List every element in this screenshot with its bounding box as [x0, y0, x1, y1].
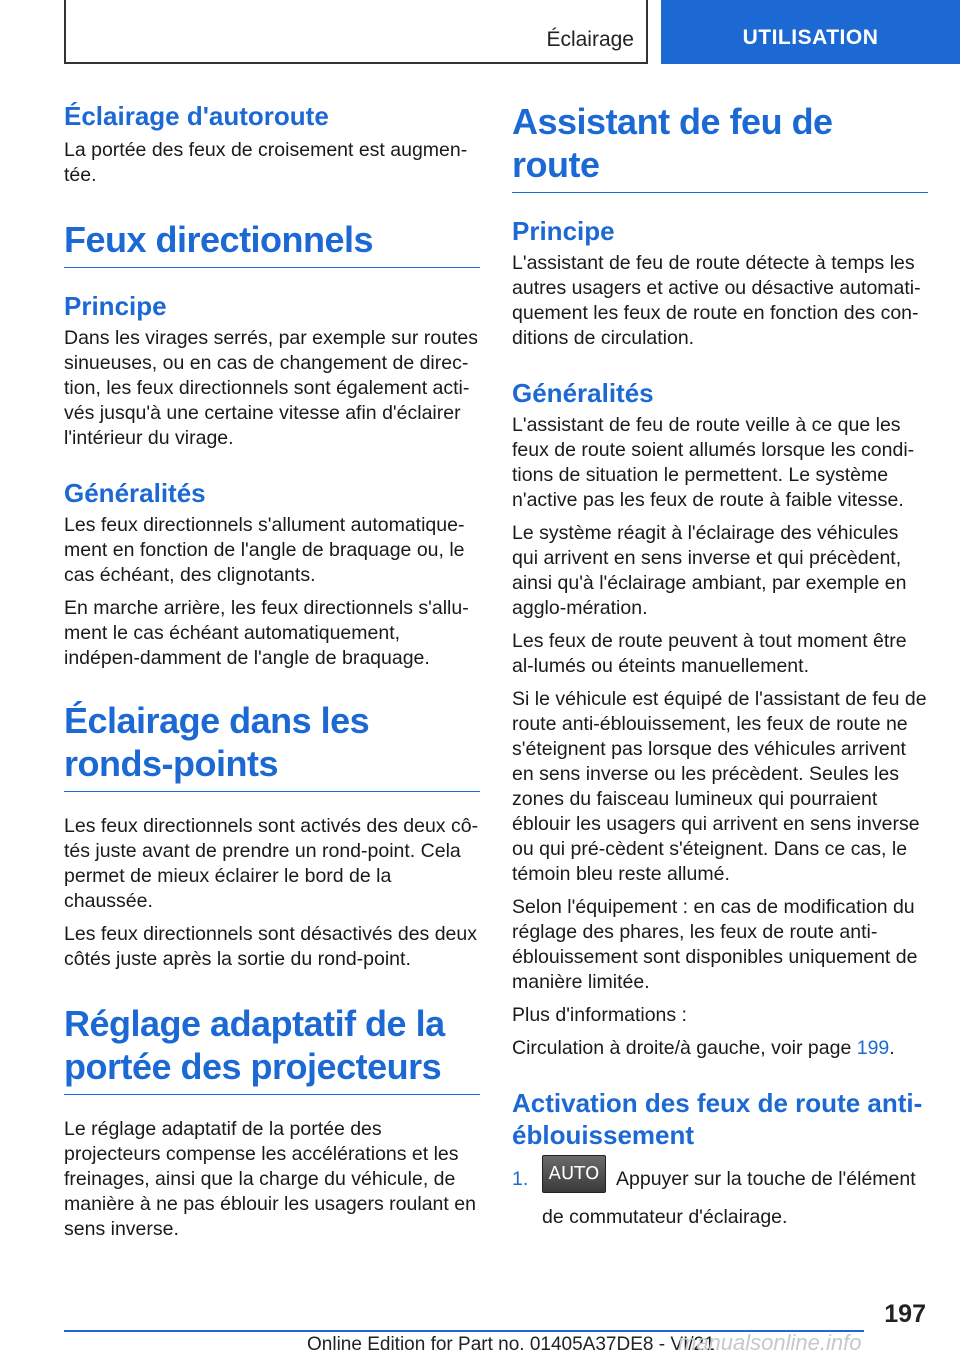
circulation-reference [512, 1036, 928, 1061]
assistant-generalites-text-1: L'assistant de feu de route veille à ce que les feux de route soient allumés lorsque les condi-tions de situation le permettent. Le système n'active pas les feux de route à faible vitesse. [512, 414, 915, 511]
assistant-generalites-text-2: Le système réagit à l'éclairage des véhicules qui arrivent en sens inverse et qui précèdent, ainsi qu'à l'éclairage ambiant, par exemple en agglo-mération. [512, 522, 907, 619]
plus-info-text: Plus d'informations : [512, 1004, 687, 1026]
reglage-text: Le réglage adaptatif de la portée des projecteurs compense les accélérations et les freinages, ainsi que la charge du véhicule, de manière à ne pas éblouir les usagers roulant en sens inverse. [64, 1118, 476, 1240]
feux-heading: Feux directionnels [64, 219, 374, 260]
assistant-generalites-text-5: Selon l'équipement : en cas de modification du réglage des phares, les feux de route anti-éblouissement sont disponibles uniquement de manière limitée. [512, 896, 918, 993]
header-chapter-tab [661, 0, 960, 64]
assistant-principe-heading: Principe [512, 216, 615, 246]
ronds-text-2: Les feux directionnels sont désactivés des deux côtés juste après la sortie du rond-point. [64, 923, 477, 970]
autoroute-text: La portée des feux de croisement est augmen-tée. [64, 139, 468, 186]
assistant-generalites-text-4: Si le véhicule est équipé de l'assistant de feu de route anti-éblouissement, les feux de route ne s'éteignent pas lorsque des véhicules arrivent en sens inverse ou les précèdent. Seules les zones du faisceau lumineux qui pourraient éblouir les usagers qui arrivent en sens inverse ou qui pré-cèdent s'éteignent. Dans ce cas, le témoin bleu reste allumé. [512, 688, 927, 885]
autoroute-heading: Éclairage d'autoroute [64, 101, 329, 131]
ronds-text-1: Les feux directionnels sont activés des deux cô-tés juste avant de prendre un rond-point. Cela permet de mieux éclairer le bord de la chaussée. [64, 815, 479, 912]
reglage-heading: Réglage adaptatif de la portée des projecteurs [64, 1003, 445, 1087]
assistant-heading: Assistant de feu de route [512, 101, 833, 185]
principe-text: Dans les virages serrés, par exemple sur routes sinueuses, ou en cas de changement de direc-tion, les feux directionnels sont également acti-vés jusqu'à une certaine vitesse afin d'éclairer l'intérieur du virage. [64, 327, 479, 449]
generalites-text-2: En marche arrière, les feux directionnels s'allu-ment le cas échéant automatiquement, indépen-damment de l'angle de braquage. [64, 597, 469, 669]
feux-heading-block [64, 218, 480, 268]
left-column [64, 100, 480, 1242]
watermark-logo: manualsonline.info [678, 1330, 862, 1355]
header-section-title: Éclairage [546, 28, 634, 51]
step-1-number: 1. [512, 1168, 529, 1190]
header-box [64, 0, 648, 64]
principe-heading: Principe [64, 291, 167, 321]
ronds-heading: Éclairage dans les ronds-points [64, 700, 370, 784]
auto-button-icon: AUTO [542, 1155, 606, 1193]
circulation-end: . [889, 1037, 895, 1059]
reglage-heading-block [64, 1002, 480, 1095]
assistant-generalites-text-3: Les feux de route peuvent à tout moment être al-lumés ou éteints manuellement. [512, 630, 907, 677]
generalites-heading: Généralités [64, 478, 206, 508]
assistant-principe-text: L'assistant de feu de route détecte à temps les autres usagers et active ou désactive automati-quement les feux de route en fonction des con-ditions de circulation. [512, 252, 921, 349]
step-1-body [542, 1155, 928, 1228]
ronds-heading-block [64, 699, 480, 792]
right-column [512, 100, 928, 1228]
activation-heading: Activation des feux de route anti-éblouissement [512, 1088, 923, 1150]
page-199-link[interactable]: 199 [856, 1037, 890, 1059]
assistant-heading-block [512, 100, 928, 193]
assistant-generalites-heading: Généralités [512, 378, 654, 408]
page-number: 197 [884, 1300, 926, 1328]
circulation-text: Circulation à droite/à gauche, voir page [512, 1037, 857, 1059]
footer-edition: Online Edition for Part no. 01405A37DE8 - VI/21 [307, 1334, 715, 1355]
step-1 [512, 1155, 928, 1228]
header-chapter-label: UTILISATION [742, 26, 879, 49]
step-1-text: Appuyer sur la touche de l'élément de commutateur d'éclairage. [542, 1168, 916, 1228]
generalites-text-1: Les feux directionnels s'allument automatique-ment en fonction de l'angle de braquage ou, le cas échéant, des clignotants. [64, 514, 465, 586]
